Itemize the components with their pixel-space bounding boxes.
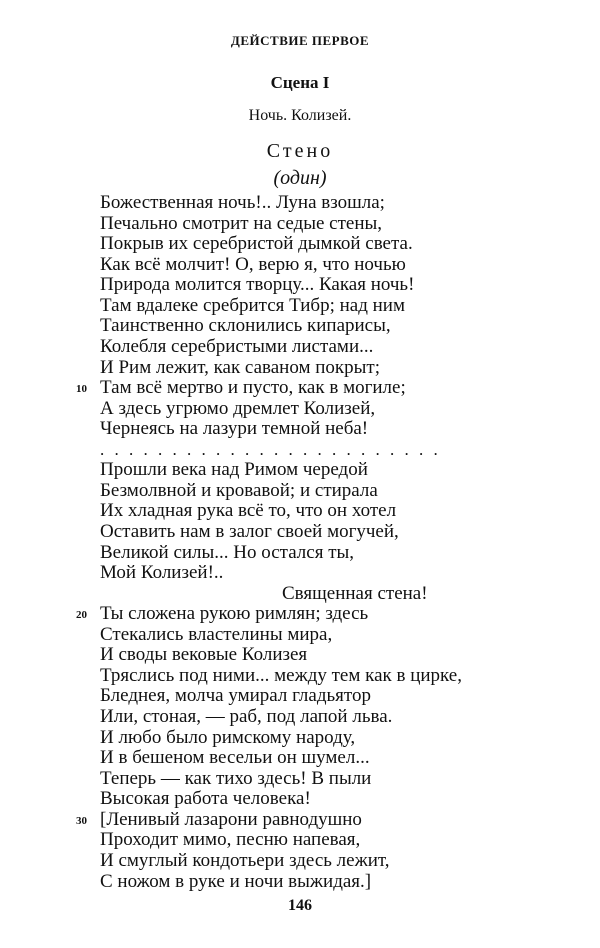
verse-line: Стекались властелины мира,	[100, 623, 333, 645]
verse-line: Проходит мимо, песню напевая,	[100, 829, 361, 851]
verse-line: С ножом в руке и ночи выжидая.]	[100, 870, 372, 892]
verse-line: Мой Колизей!..	[100, 562, 224, 584]
verse-line: Тряслись под ними... между тем как в цирке,	[100, 664, 462, 686]
verse-line: Как всё молчит! О, верю я, что ночью	[100, 253, 406, 275]
scene-heading: Сцена I	[270, 73, 330, 92]
verse-line: И в бешеном весельи он шумел...	[100, 747, 370, 769]
verse-line: И своды вековые Колизея	[100, 644, 308, 666]
verse-line: Колебля серебристыми листами...	[100, 335, 374, 357]
verse-line: Божественная ночь!.. Луна взошла;	[100, 192, 385, 213]
verse-line: А здесь угрюмо дремлет Колизей,	[100, 397, 376, 419]
verse-line: Священная стена!	[282, 582, 428, 604]
verse-line: Таинственно склонились кипарисы,	[100, 315, 391, 337]
verse-line: Природа молится творцу... Какая ночь!	[100, 274, 415, 296]
verse-line: Там всё мертво и пусто, как в могиле;	[100, 377, 406, 398]
verse-line: Прошли века над Римом чередой	[100, 459, 368, 481]
verse-line: Ты сложена рукою римлян; здесь	[100, 603, 369, 625]
verse-line: Печально смотрит на седые стены,	[100, 212, 383, 234]
verse-line: Высокая работа человека!	[100, 788, 311, 810]
act-heading: ДЕЙСТВИЕ ПЕРВОЕ	[230, 33, 370, 48]
speaker-name: Стено	[266, 140, 334, 162]
line-number: 10	[76, 383, 87, 395]
stage-direction: (один)	[273, 167, 327, 189]
line-number: 20	[76, 609, 87, 622]
verse-line: Оставить нам в залог своей могучей,	[100, 521, 399, 542]
verse-line: Безмолвной и кровавой; и стирала	[100, 479, 378, 501]
verse-line: Великой силы... Но остался ты,	[100, 541, 355, 563]
verse-line: [Ленивый лазарони равнодушно	[100, 808, 362, 830]
verse-line: И смуглый кондотьери здесь лежит,	[100, 849, 390, 871]
verse-line: И любо было римскому народу,	[100, 726, 356, 748]
verse-line: Теперь — как тихо здесь! В пыли	[100, 767, 372, 789]
verse-line: Бледнея, молча умирал гладьятор	[100, 685, 371, 707]
page-number: 146	[288, 897, 312, 914]
scene-setting: Ночь. Колизей.	[248, 107, 352, 124]
verse-line: Там вдалеке сребрится Тибр; над ним	[100, 294, 405, 316]
verse-line: Их хладная рука всё то, что он хотел	[100, 500, 397, 522]
ellipsis-line: . . . . . . . . . . . . . . . . . . . . . . . .	[100, 439, 441, 459]
verse-line: И Рим лежит, как саваном покрыт;	[100, 356, 380, 378]
line-number: 30	[76, 814, 87, 827]
verse-line: Чернеясь на лазури темной неба!	[100, 418, 369, 440]
verse-line: Покрыв их серебристой дымкой света.	[100, 233, 413, 255]
verse-line: Или, стоная, — раб, под лапой льва.	[100, 706, 393, 727]
